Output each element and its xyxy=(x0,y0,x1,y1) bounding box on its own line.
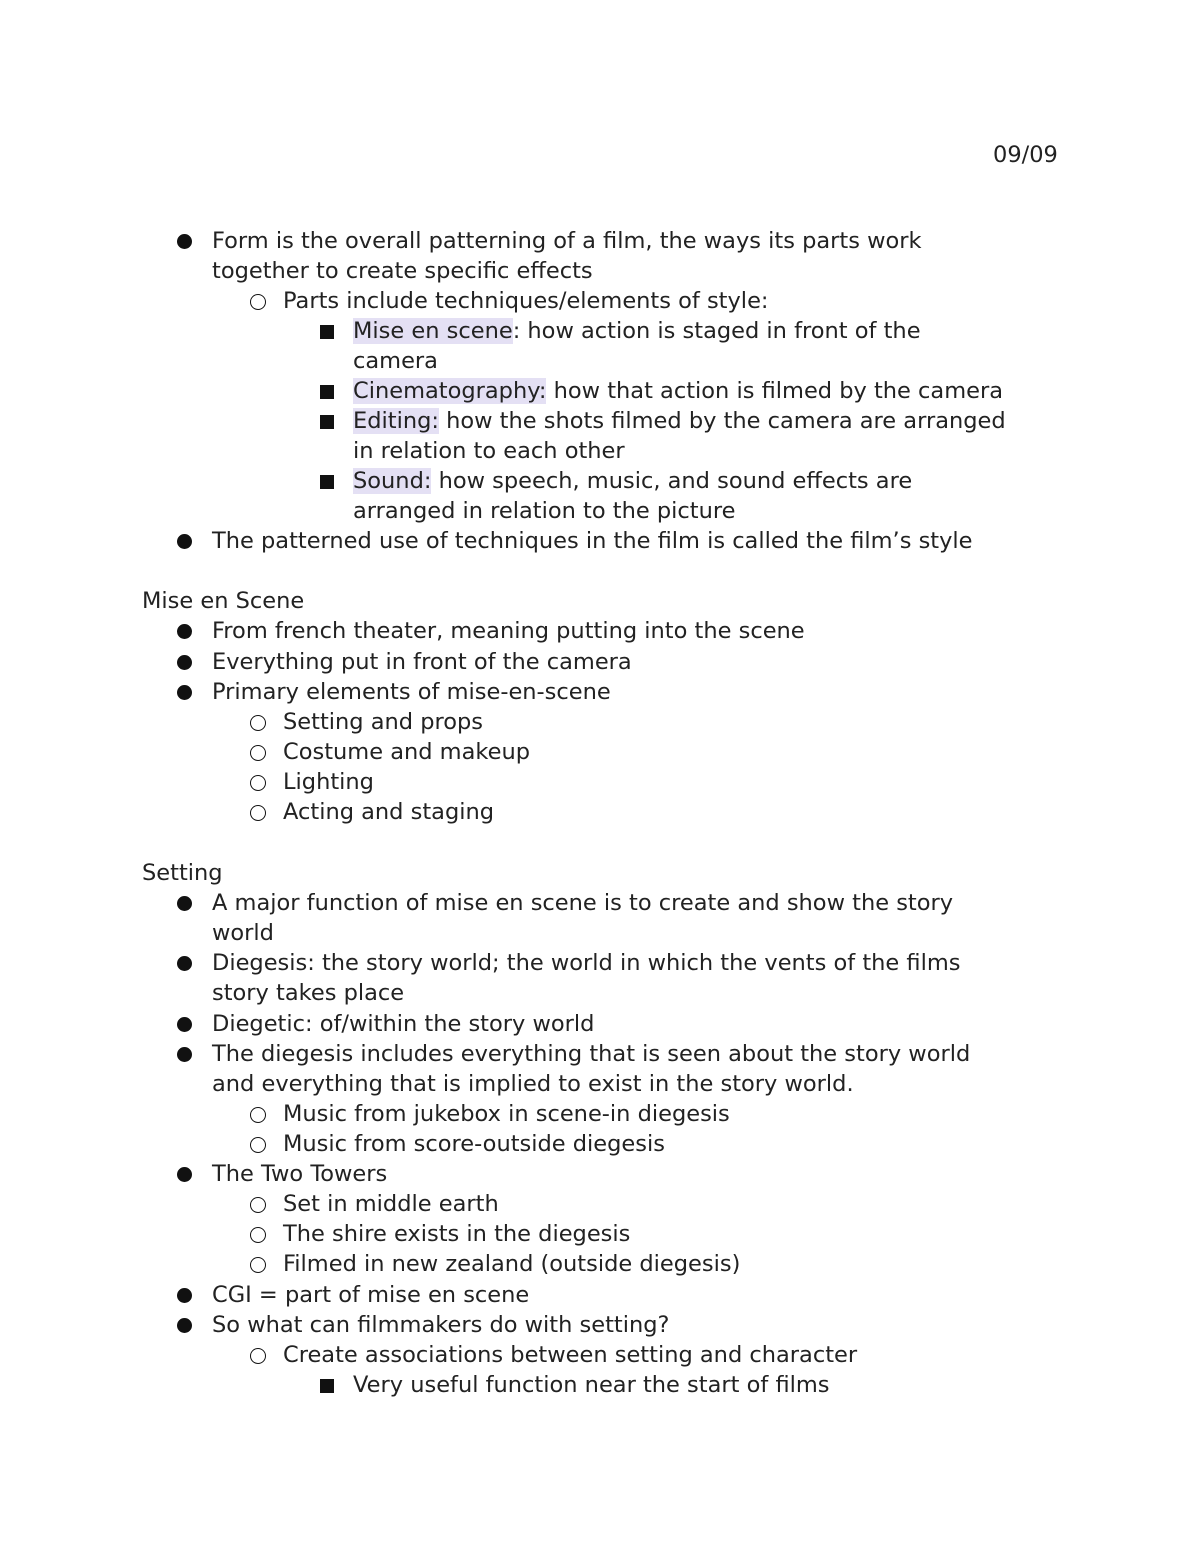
list-item-text: Primary elements of mise-en-scene xyxy=(212,679,611,705)
bullet-disc-icon xyxy=(177,1017,192,1032)
list-item-text: Filmed in new zealand (outside diegesis) xyxy=(283,1251,741,1277)
list-item-continuation xyxy=(212,918,274,948)
list-item-continuation xyxy=(212,1069,854,1099)
list-item-text: and everything that is implied to exist in the story world. xyxy=(212,1071,854,1097)
list-item xyxy=(283,767,374,797)
list-item xyxy=(212,616,805,646)
list-item-text: Create associations between setting and character xyxy=(283,1342,858,1368)
list-item-text: Set in middle earth xyxy=(283,1191,499,1217)
list-item xyxy=(353,316,921,346)
list-item-text: how the shots filmed by the camera are arranged xyxy=(438,408,1006,434)
bullet-disc-icon xyxy=(177,1318,192,1333)
list-item-text: Acting and staging xyxy=(283,799,495,825)
list-item xyxy=(283,1129,665,1159)
bullet-circle-icon xyxy=(250,1197,266,1213)
list-item-text: Music from jukebox in scene-in diegesis xyxy=(283,1101,730,1127)
list-item-text: A major function of mise en scene is to create and show the story xyxy=(212,890,954,916)
list-item-text: camera xyxy=(353,348,438,374)
list-item xyxy=(283,737,530,767)
bullet-circle-icon xyxy=(250,1257,266,1273)
list-item-continuation xyxy=(212,978,404,1008)
bullet-square-icon xyxy=(320,325,334,339)
list-item-text: Very useful function near the start of films xyxy=(353,1372,830,1398)
list-item-text: The patterned use of techniques in the film is called the film’s style xyxy=(212,528,973,554)
bullet-disc-icon xyxy=(177,1167,192,1182)
list-item xyxy=(212,1039,970,1069)
list-item xyxy=(353,376,1003,406)
highlighted-term: Editing: xyxy=(353,408,439,434)
list-item-continuation xyxy=(353,436,625,466)
list-item-text: So what can filmmakers do with setting? xyxy=(212,1312,670,1338)
page-date: 09/09 xyxy=(993,142,1058,168)
highlighted-term: Mise en scene xyxy=(353,318,513,344)
list-item-continuation xyxy=(353,496,735,526)
list-item-text: : how action is staged in front of the xyxy=(512,318,921,344)
bullet-circle-icon xyxy=(250,805,266,821)
bullet-circle-icon xyxy=(250,775,266,791)
bullet-disc-icon xyxy=(177,896,192,911)
list-item xyxy=(283,707,483,737)
list-item-text: in relation to each other xyxy=(353,438,625,464)
section-heading: Mise en Scene xyxy=(142,588,305,614)
section-heading: Setting xyxy=(142,860,223,886)
list-item-text: Form is the overall patterning of a film, the ways its parts work xyxy=(212,228,922,254)
list-item-text: Setting and props xyxy=(283,709,484,735)
list-item-text: world xyxy=(212,920,274,946)
list-item-text: Parts include techniques/elements of style: xyxy=(283,288,769,314)
list-item xyxy=(212,1310,669,1340)
list-item xyxy=(212,1159,387,1189)
list-item xyxy=(283,286,769,316)
list-item-text: Diegesis: the story world; the world in which the vents of the films xyxy=(212,950,961,976)
list-item-text: The Two Towers xyxy=(212,1161,388,1187)
bullet-disc-icon xyxy=(177,956,192,971)
bullet-square-icon xyxy=(320,415,334,429)
list-item-text: The shire exists in the diegesis xyxy=(283,1221,631,1247)
list-item-text: Diegetic: of/within the story world xyxy=(212,1011,595,1037)
bullet-disc-icon xyxy=(177,624,192,639)
list-item-text: Everything put in front of the camera xyxy=(212,649,632,675)
list-item xyxy=(212,226,922,256)
list-item-text: Costume and makeup xyxy=(283,739,530,765)
list-item-text: arranged in relation to the picture xyxy=(353,498,736,524)
list-item xyxy=(212,1009,594,1039)
list-item-continuation xyxy=(353,346,438,376)
bullet-circle-icon xyxy=(250,715,266,731)
list-item-text: From french theater, meaning putting into the scene xyxy=(212,618,805,644)
highlighted-term: Cinematography: xyxy=(353,378,547,404)
list-item xyxy=(212,526,973,556)
bullet-disc-icon xyxy=(177,1047,192,1062)
list-item xyxy=(283,1099,730,1129)
list-item xyxy=(283,797,494,827)
bullet-circle-icon xyxy=(250,1348,266,1364)
highlighted-term: Sound: xyxy=(353,468,432,494)
bullet-disc-icon xyxy=(177,534,192,549)
bullet-circle-icon xyxy=(250,294,266,310)
bullet-disc-icon xyxy=(177,655,192,670)
list-item xyxy=(212,647,632,677)
list-item-text: how speech, music, and sound effects are xyxy=(431,468,913,494)
bullet-disc-icon xyxy=(177,234,192,249)
list-item xyxy=(283,1219,630,1249)
list-item xyxy=(283,1189,499,1219)
list-item-text: together to create specific effects xyxy=(212,258,593,284)
list-item xyxy=(353,406,1006,436)
list-item xyxy=(353,466,912,496)
list-item-continuation xyxy=(212,256,593,286)
list-item-text: Lighting xyxy=(283,769,374,795)
list-item xyxy=(283,1340,857,1370)
bullet-circle-icon xyxy=(250,1227,266,1243)
list-item xyxy=(212,948,960,978)
bullet-circle-icon xyxy=(250,1137,266,1153)
bullet-disc-icon xyxy=(177,685,192,700)
bullet-square-icon xyxy=(320,475,334,489)
list-item xyxy=(353,1370,830,1400)
bullet-circle-icon xyxy=(250,1107,266,1123)
bullet-circle-icon xyxy=(250,745,266,761)
list-item-text: CGI = part of mise en scene xyxy=(212,1282,530,1308)
list-item-text: Music from score-outside diegesis xyxy=(283,1131,665,1157)
list-item-text: how that action is filmed by the camera xyxy=(546,378,1003,404)
list-item-text: The diegesis includes everything that is seen about the story world xyxy=(212,1041,971,1067)
bullet-square-icon xyxy=(320,385,334,399)
list-item xyxy=(212,677,611,707)
bullet-square-icon xyxy=(320,1379,334,1393)
bullet-disc-icon xyxy=(177,1288,192,1303)
list-item xyxy=(283,1249,740,1279)
list-item xyxy=(212,888,953,918)
list-item xyxy=(212,1280,529,1310)
list-item-text: story takes place xyxy=(212,980,405,1006)
